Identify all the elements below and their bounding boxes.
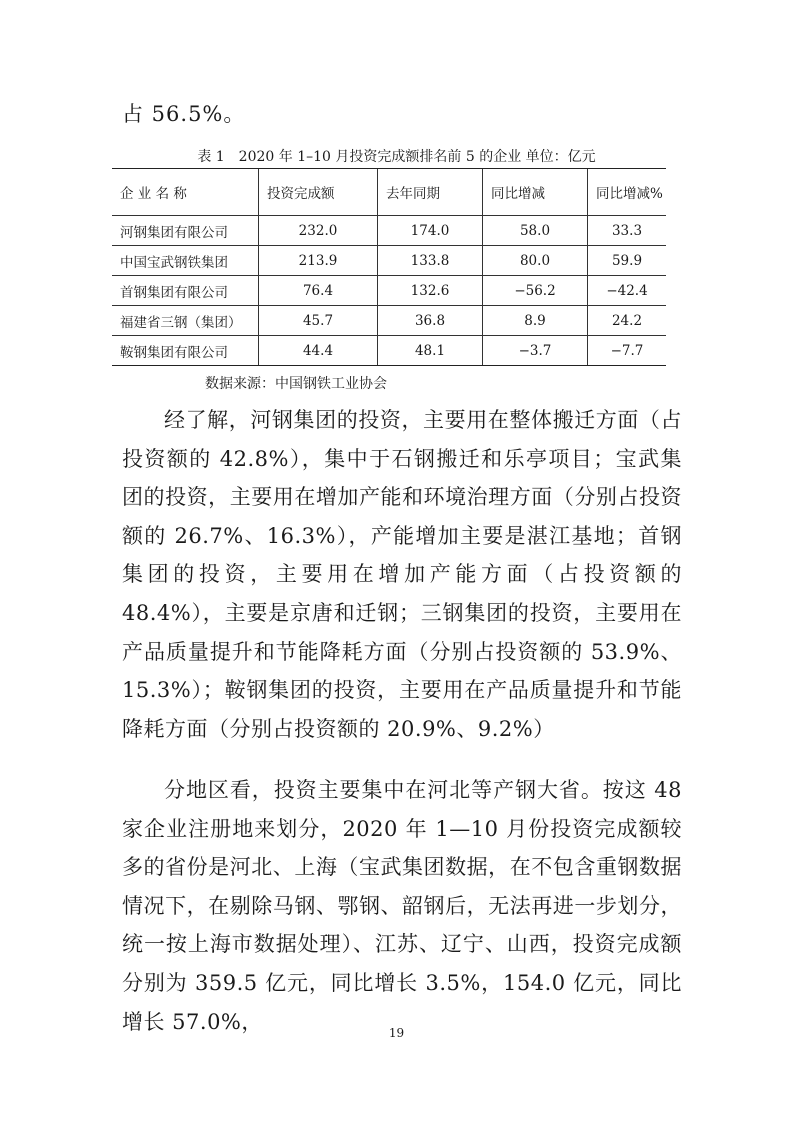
cell-investment: 45.7 bbox=[259, 306, 378, 336]
table-row bbox=[112, 246, 666, 276]
cell-yoy-change: −3.7 bbox=[483, 336, 588, 366]
cell-company: 福建省三钢（集团） bbox=[112, 306, 259, 336]
cell-last-year: 48.1 bbox=[378, 336, 483, 366]
cell-company: 中国宝武钢铁集团 bbox=[112, 246, 259, 276]
paragraph-text: 经了解，河钢集团的投资，主要用在整体搬迁方面（占投资额的 42.8%），集中于石钢搬迁和乐亭项目；宝武集团的投资，主要用在增加产能和环境治理方面（分别占投资额的 26.7%、16.3%），产能增加主要是湛江基地；首钢集团的投资，主要用在增加产能方面（占投资额的 48.4%），主要是京唐和迁钢；三钢集团的投资，主要用在产品质量提升和节能降耗方面（分别占投资额的 53.9%、15.3%）；鞍钢集团的投资，主要用在产品质量提升和节能降耗方面（分别占投资额的 20.9%、9.2%） bbox=[122, 408, 682, 741]
cell-yoy-change: 80.0 bbox=[483, 246, 588, 276]
cell-investment: 213.9 bbox=[259, 246, 378, 276]
header-investment: 投资完成额 bbox=[259, 169, 378, 216]
cell-yoy-percent: −42.4 bbox=[588, 276, 667, 306]
table-row bbox=[112, 306, 666, 336]
paragraph-investment-usage bbox=[122, 401, 682, 748]
cell-investment: 232.0 bbox=[259, 216, 378, 246]
cell-company: 河钢集团有限公司 bbox=[112, 216, 259, 246]
cell-company: 首钢集团有限公司 bbox=[112, 276, 259, 306]
cell-last-year: 174.0 bbox=[378, 216, 483, 246]
cell-last-year: 132.6 bbox=[378, 276, 483, 306]
cell-yoy-percent: 33.3 bbox=[588, 216, 667, 246]
header-yoy-change: 同比增减 bbox=[483, 169, 588, 216]
paragraph-regional-breakdown bbox=[122, 771, 682, 1041]
table-source-note: 数据来源：中国钢铁工业协会 bbox=[205, 376, 387, 392]
page-number: 19 bbox=[388, 1026, 405, 1040]
table-header-row bbox=[112, 169, 666, 216]
cell-yoy-percent: 59.9 bbox=[588, 246, 667, 276]
cell-last-year: 133.8 bbox=[378, 246, 483, 276]
cell-yoy-percent: −7.7 bbox=[588, 336, 667, 366]
table-caption: 表 1 2020 年 1–10 月投资完成额排名前 5 的企业 单位：亿元 bbox=[197, 149, 596, 165]
table-row bbox=[112, 276, 666, 306]
header-last-year: 去年同期 bbox=[378, 169, 483, 216]
cell-investment: 76.4 bbox=[259, 276, 378, 306]
cell-yoy-change: 58.0 bbox=[483, 216, 588, 246]
cell-investment: 44.4 bbox=[259, 336, 378, 366]
header-yoy-percent: 同比增减% bbox=[588, 169, 667, 216]
table-row bbox=[112, 216, 666, 246]
cell-yoy-change: −56.2 bbox=[483, 276, 588, 306]
cell-yoy-change: 8.9 bbox=[483, 306, 588, 336]
investment-table bbox=[112, 168, 666, 366]
table-row bbox=[112, 336, 666, 366]
paragraph-text: 分地区看，投资主要集中在河北等产钢大省。按这 48 家企业注册地来划分，2020 年 1—10 月份投资完成额较多的省份是河北、上海（宝武集团数据，在不包含重钢数据情况下，在剔除马钢、鄂钢、韶钢后，无法再进一步划分，统一按上海市数据处理）、江苏、辽宁、山西，投资完成额分别为 359.5 亿元，同比增长 3.5%，154.0 亿元，同比增长 57.0%， bbox=[122, 778, 682, 1034]
continued-text-line: 占 56.5%。 bbox=[122, 102, 246, 126]
cell-company: 鞍钢集团有限公司 bbox=[112, 336, 259, 366]
header-company: 企 业 名 称 bbox=[112, 169, 259, 216]
cell-yoy-percent: 24.2 bbox=[588, 306, 667, 336]
cell-last-year: 36.8 bbox=[378, 306, 483, 336]
